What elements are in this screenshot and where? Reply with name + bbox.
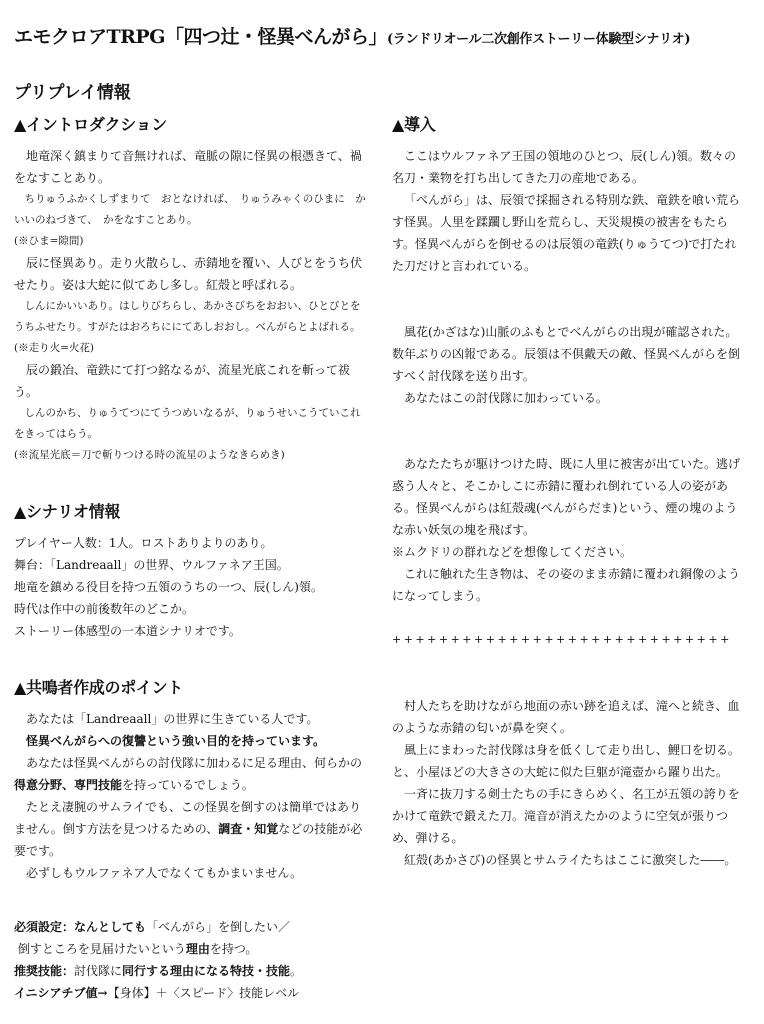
point-paragraph-5: 必ずしもウルファネア人でなくてもかまいません。	[26, 866, 303, 880]
separator: +++++++++++++++++++++++++++++	[392, 633, 732, 646]
dounyu-heading: ▲導入	[392, 115, 436, 134]
scenario-line: 時代は作中の前後数年のどこか。	[14, 602, 195, 616]
point-section	[14, 676, 366, 884]
intro-paragraph-1-kana: ちりゅうふかくしずまりて おとなければ、 りゅうみゃくのひまに かいいのねづきて、 かをなすことあり。	[14, 193, 366, 226]
intro-note-3: (※流星光底＝刀で斬りつける時の流星のようなきらめき)	[14, 449, 285, 461]
initiative-value: イニシアチブ値→【身体】＋〈スピード〉技能レベル	[14, 986, 300, 1000]
dounyu-paragraph-5: あなたたちが駆けつけた時、既に人里に被害が出ていた。逃げ惑う人々と、そこかしこに赤錆に覆われ倒れている人の姿がある。怪異べんがらは紅殻魂(べんがらだま)という、煙の塊のような赤い妖気の塊を飛ばす。	[392, 457, 741, 537]
scenario-section	[14, 500, 366, 642]
dounyu-paragraph-2: 「べんがら」は、辰領で採掘される特別な鉄、竜鉄を喰い荒らす怪異。人里を蹂躙し野山を荒らし、天災規模の被害をもたらす。怪異べんがらを倒せるのは辰領の竜鉄(りゅうてつ)で打たれた刀だけと言われている。	[392, 193, 741, 273]
intro-paragraph-1: 地竜深く鎮まりて音無ければ、竜脈の隙に怪異の根憑きて、禍をなすことあり。	[14, 149, 362, 185]
point-heading: ▲共鳴者作成のポイント	[14, 678, 184, 697]
intro-section	[14, 113, 366, 466]
intro-paragraph-2: 辰に怪異あり。走り火散らし、赤錆地を覆い、人びとをうち伏せたり。姿は大蛇に似てあし多し。紅殻と呼ばれる。	[14, 256, 363, 292]
scenario-heading: ▲シナリオ情報	[14, 502, 121, 521]
intro-note-1: (※ひま=隙間)	[14, 235, 84, 247]
scenario-line: 舞台：「Landreaall」の世界、ウルファネア王国。	[14, 558, 289, 572]
dounyu-paragraph-3: 風花(かざはな)山脈のふもとでべんがらの出現が確認された。数年ぶりの凶報である。辰領は不倶戴天の敵、怪異べんがらを倒すべく討伐隊を送り出す。	[392, 325, 741, 383]
dounyu-paragraph-1: ここはウルファネア王国の領地のひとつ、辰(しん)領。数々の名刀・業物を打ち出してきた刀の産地である。	[392, 149, 737, 185]
dounyu-paragraph-4: あなたはこの討伐隊に加わっている。	[404, 391, 608, 405]
dounyu-paragraph-6: これに触れた生き物は、その姿のまま赤錆に覆われ銅像のようになってしまう。	[392, 567, 741, 603]
point-paragraph-4: たとえ凄腕のサムライでも、この怪異を倒すのは簡単ではありません。倒す方法を見つけるための、調査・知覚などの技能が必要です。	[14, 800, 363, 858]
required-setting-line2: 倒すところを見届けたいという理由を持つ。	[17, 942, 258, 956]
scenario-line: ストーリー体感型の一本道シナリオです。	[14, 624, 241, 638]
intro-note-2: (※走り火=火花)	[14, 342, 94, 354]
point-paragraph-2: 怪異べんがらへの復讐という強い目的を持っています。	[26, 734, 326, 748]
scenario-line: プレイヤー人数：1人。ロストありよりのあり。	[14, 536, 273, 550]
dounyu-paragraph-7: 村人たちを助けながら地面の赤い跡を追えば、滝へと続き、血のような赤錆の匂いが鼻を突く。	[392, 699, 740, 735]
point-paragraph-1: あなたは「Landreaall」の世界に生きている人です。	[26, 712, 319, 726]
dounyu-paragraph-10: 紅殻(あかさび)の怪異とサムライたちはここに激突した――。	[404, 853, 737, 867]
scenario-line: 地竜を鎮める役目を持つ五領のうちの一つ、辰(しん)領。	[14, 580, 323, 594]
dounyu-paragraph-9: 一斉に抜刀する剣士たちの手にきらめく、名工が五領の誇りをかけて竜鉄で鍛えた刀。滝音が消えたかのように空気が張りつめ、弾ける。	[392, 787, 740, 845]
dounyu-note: ※ムクドリの群れなどを想像してください。	[392, 545, 633, 559]
recommended-skill: 推奨技能：討伐隊に同行する理由になる特技・技能。	[14, 964, 303, 978]
document-title	[14, 22, 754, 49]
dounyu-paragraph-8: 風上にまわった討伐隊は身を低くして走り出し、鯉口を切る。と、小屋ほどの大きさの大蛇に似た巨躯が滝壺から躍り出た。	[392, 743, 740, 779]
intro-paragraph-3-kana: しんのかち、りゅうてつにてうつめいなるが、りゅうせいこうていこれをきってはらう。	[14, 407, 361, 440]
preplay-heading: プリプレイ情報	[14, 83, 131, 103]
right-column	[392, 113, 742, 871]
point-paragraph-3: あなたは怪異べんがらの討伐隊に加わるに足る理由、何らかの得意分野、専門技能を持っているでしょう。	[14, 756, 363, 792]
left-column	[14, 113, 366, 1004]
settings-section	[14, 916, 366, 1004]
required-setting: 必須設定：なんとしても「べんがら」を倒したい／	[14, 920, 291, 934]
title-main: エモクロアTRPG「四つ辻・怪異べんがら」	[14, 26, 387, 48]
intro-paragraph-2-kana: しんにかいいあり。はしりびちらし、あかさびちをおおい、ひとびとをうちふせたり。すがたはおろちににてあしおおし。べんがらとよばれる。	[14, 300, 361, 333]
intro-heading: ▲イントロダクション	[14, 115, 167, 134]
dounyu-section	[392, 113, 742, 871]
intro-paragraph-3: 辰の鍛冶、竜鉄にて打つ銘なるが、流星光底これを斬って祓う。	[14, 363, 351, 399]
title-sub: (ランドリオール二次創作ストーリー体験型シナリオ)	[386, 32, 691, 47]
